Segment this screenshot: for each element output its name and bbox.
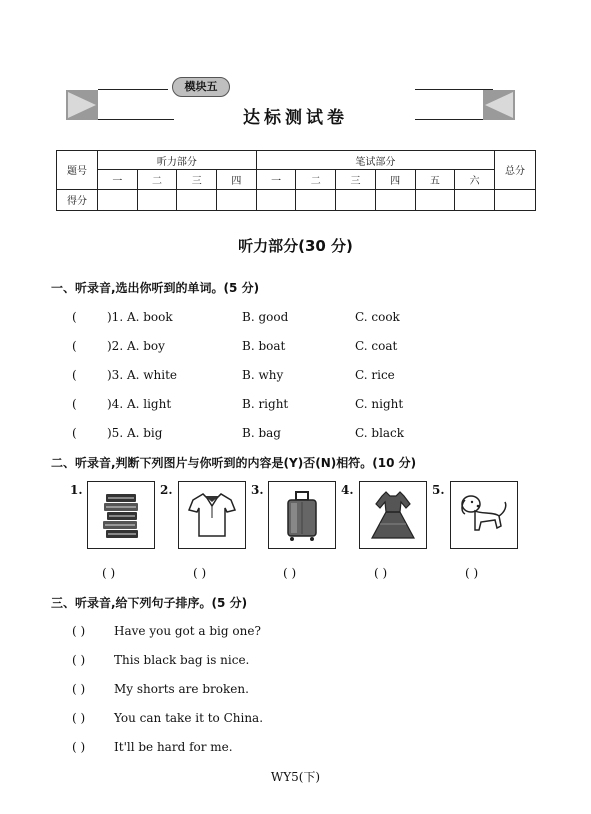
q1-option-b: B. good xyxy=(242,310,289,324)
q3-sentence: This black bag is nice. xyxy=(114,653,250,667)
header-line-right xyxy=(415,89,493,90)
q3-paren[interactable]: ( ) xyxy=(72,653,86,667)
score-cell[interactable] xyxy=(256,189,296,210)
q3-heading: 三、听录音,给下列句子排序。(5 分) xyxy=(51,596,248,610)
score-cell[interactable] xyxy=(137,189,177,210)
written-col: 一 xyxy=(256,170,296,189)
listening-part-label: 听力部分 xyxy=(98,151,257,170)
q1-paren: ( xyxy=(72,397,77,411)
listening-col: 三 xyxy=(177,170,217,189)
module-tag: 模块五 xyxy=(172,77,230,97)
score-row-label: 得分 xyxy=(57,189,98,210)
q3-paren[interactable]: ( ) xyxy=(72,711,86,725)
score-cell[interactable] xyxy=(296,189,336,210)
listening-col: 二 xyxy=(137,170,177,189)
written-col: 三 xyxy=(336,170,376,189)
score-cell[interactable] xyxy=(495,189,536,210)
q1-option-a: )4. A. light xyxy=(107,397,172,411)
written-col: 四 xyxy=(375,170,415,189)
q1-option-b: B. boat xyxy=(242,339,286,353)
answer-paren[interactable]: ( ) xyxy=(102,566,116,580)
q1-option-c: C. cook xyxy=(355,310,400,324)
q3-paren[interactable]: ( ) xyxy=(72,682,86,696)
q1-option-a: )1. A. book xyxy=(107,310,173,324)
listening-col: 四 xyxy=(217,170,257,189)
t-shirt-icon xyxy=(178,481,246,549)
question-number-label: 题号 xyxy=(57,151,98,190)
written-col: 二 xyxy=(296,170,336,189)
answer-paren[interactable]: ( ) xyxy=(374,566,388,580)
q3-paren[interactable]: ( ) xyxy=(72,624,86,638)
q1-option-c: C. rice xyxy=(355,368,395,382)
q1-option-b: B. bag xyxy=(242,426,281,440)
section-title: 听力部分(30 分) xyxy=(238,237,353,255)
q1-option-a: )3. A. white xyxy=(107,368,178,382)
q1-option-b: B. right xyxy=(242,397,289,411)
picture-number: 3. xyxy=(251,483,264,497)
picture-number: 5. xyxy=(432,483,445,497)
score-cell[interactable] xyxy=(217,189,257,210)
header-line-left xyxy=(98,89,168,90)
q3-sentence: My shorts are broken. xyxy=(114,682,249,696)
q1-option-b: B. why xyxy=(242,368,284,382)
answer-paren[interactable]: ( ) xyxy=(193,566,207,580)
q1-paren: ( xyxy=(72,339,77,353)
q1-option-c: C. night xyxy=(355,397,404,411)
q3-paren[interactable]: ( ) xyxy=(72,740,86,754)
page-title: 达标测试卷 xyxy=(243,108,348,128)
score-cell[interactable] xyxy=(415,189,455,210)
listening-col: 一 xyxy=(98,170,138,189)
q3-sentence: Have you got a big one? xyxy=(114,624,261,638)
total-score-label: 总分 xyxy=(495,151,536,190)
q1-paren: ( xyxy=(72,310,77,324)
suitcase-icon xyxy=(268,481,336,549)
score-cell[interactable] xyxy=(98,189,138,210)
q1-option-a: )5. A. big xyxy=(107,426,163,440)
picture-number: 1. xyxy=(70,483,83,497)
written-col: 六 xyxy=(455,170,495,189)
page-footer: WY5(下) xyxy=(270,770,321,784)
answer-paren[interactable]: ( ) xyxy=(283,566,297,580)
score-cell[interactable] xyxy=(336,189,376,210)
q1-paren: ( xyxy=(72,368,77,382)
picture-number: 4. xyxy=(341,483,354,497)
picture-number: 2. xyxy=(160,483,173,497)
dress-icon xyxy=(359,481,427,549)
q1-paren: ( xyxy=(72,426,77,440)
books-stack-icon xyxy=(87,481,155,549)
score-cell[interactable] xyxy=(375,189,415,210)
answer-paren[interactable]: ( ) xyxy=(465,566,479,580)
q1-heading: 一、听录音,选出你听到的单词。(5 分) xyxy=(51,281,260,295)
written-col: 五 xyxy=(415,170,455,189)
q1-option-a: )2. A. boy xyxy=(107,339,165,353)
written-part-label: 笔试部分 xyxy=(256,151,494,170)
q1-option-c: C. black xyxy=(355,426,405,440)
q3-sentence: It'll be hard for me. xyxy=(114,740,233,754)
q3-sentence: You can take it to China. xyxy=(114,711,264,725)
score-cell[interactable] xyxy=(455,189,495,210)
score-table xyxy=(56,150,536,211)
dog-icon xyxy=(450,481,518,549)
q1-option-c: C. coat xyxy=(355,339,398,353)
score-cell[interactable] xyxy=(177,189,217,210)
q2-heading: 二、听录音,判断下列图片与你听到的内容是(Y)否(N)相符。(10 分) xyxy=(51,456,417,470)
